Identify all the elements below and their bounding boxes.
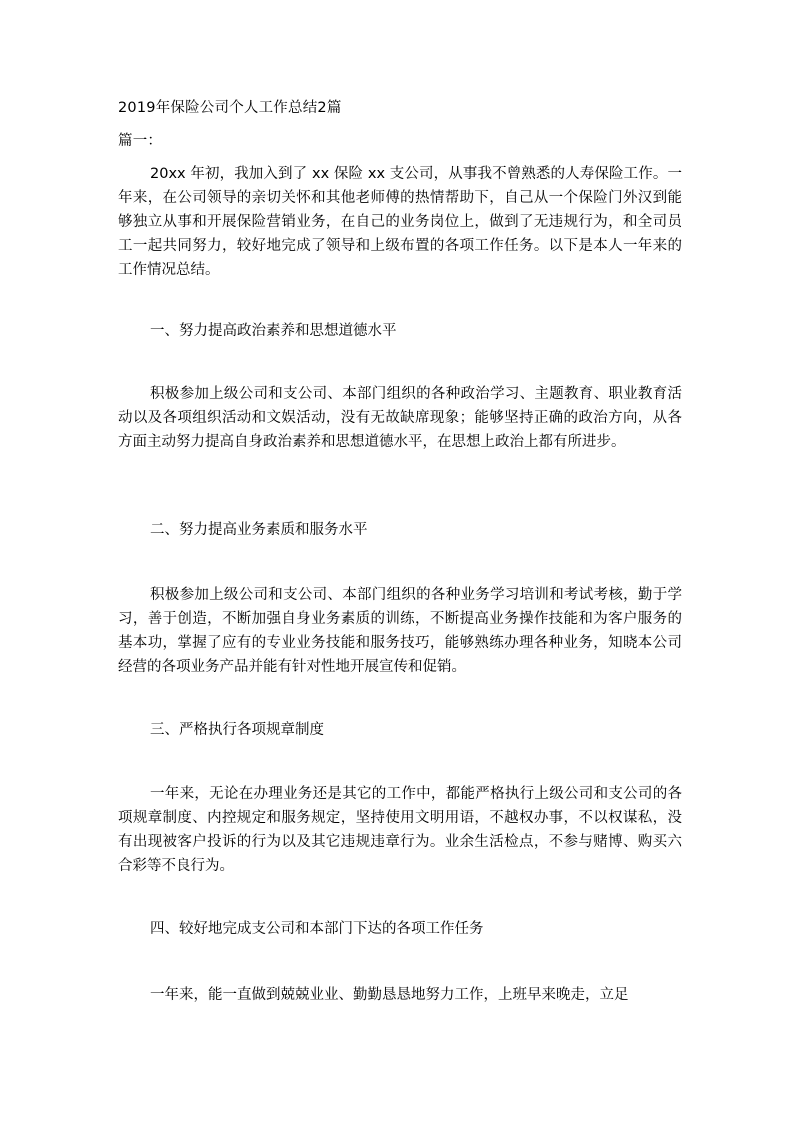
section-heading-2: 二、努力提高业务素质和服务水平 [150, 522, 368, 538]
section-heading-1: 一、努力提高政治素养和思想道德水平 [150, 323, 397, 339]
section-heading-4: 四、较好地完成支公司和本部门下达的各项工作任务 [150, 921, 484, 937]
intro-paragraph: 20xx 年初，我加入到了 xx 保险 xx 支公司，从事我不曾熟悉的人寿保险工作。一年来，在公司领导的亲切关怀和其他老师傅的热情帮助下，自己从一个保险门外汉到能够独立从事和开展保险营销业务，在自己的业务岗位上，做到了无违规行为，和全司员工一起共同努力，较好地完成了领导和上级布置的各项工作任务。以下是本人一年来的工作情况总结。 [118, 166, 682, 278]
section-body-4: 一年来，能一直做到兢兢业业、勤勤恳恳地努力工作，上班早来晚走，立足 [150, 987, 629, 1003]
document-title: 2019年保险公司个人工作总结2篇 [118, 100, 342, 116]
section-heading-3: 三、严格执行各项规章制度 [150, 722, 324, 738]
section-body-2: 积极参加上级公司和支公司、本部门组织的各种业务学习培训和考试考核，勤于学习，善于创造，不断加强自身业务素质的训练，不断提高业务操作技能和为客户服务的基本功，掌握了应有的专业业务技能和服务技巧，能够熟练办理各种业务，知晓本公司经营的各项业务产品并能有针对性地开展宣传和促销。 [118, 587, 682, 675]
section-body-3: 一年来，无论在办理业务还是其它的工作中，都能严格执行上级公司和支公司的各项规章制度、内控规定和服务规定，坚持使用文明用语，不越权办事，不以权谋私，没有出现被客户投诉的行为以及其它违规违章行为。业余生活检点，不参与赌博、购买六合彩等不良行为。 [118, 786, 682, 874]
section-body-1: 积极参加上级公司和支公司、本部门组织的各种政治学习、主题教育、职业教育活动以及各项组织活动和文娱活动，没有无故缺席现象；能够坚持正确的政治方向，从各方面主动努力提高自身政治素养和思想道德水平，在思想上政治上都有所进步。 [118, 386, 682, 450]
part-label: 篇一： [118, 133, 163, 149]
